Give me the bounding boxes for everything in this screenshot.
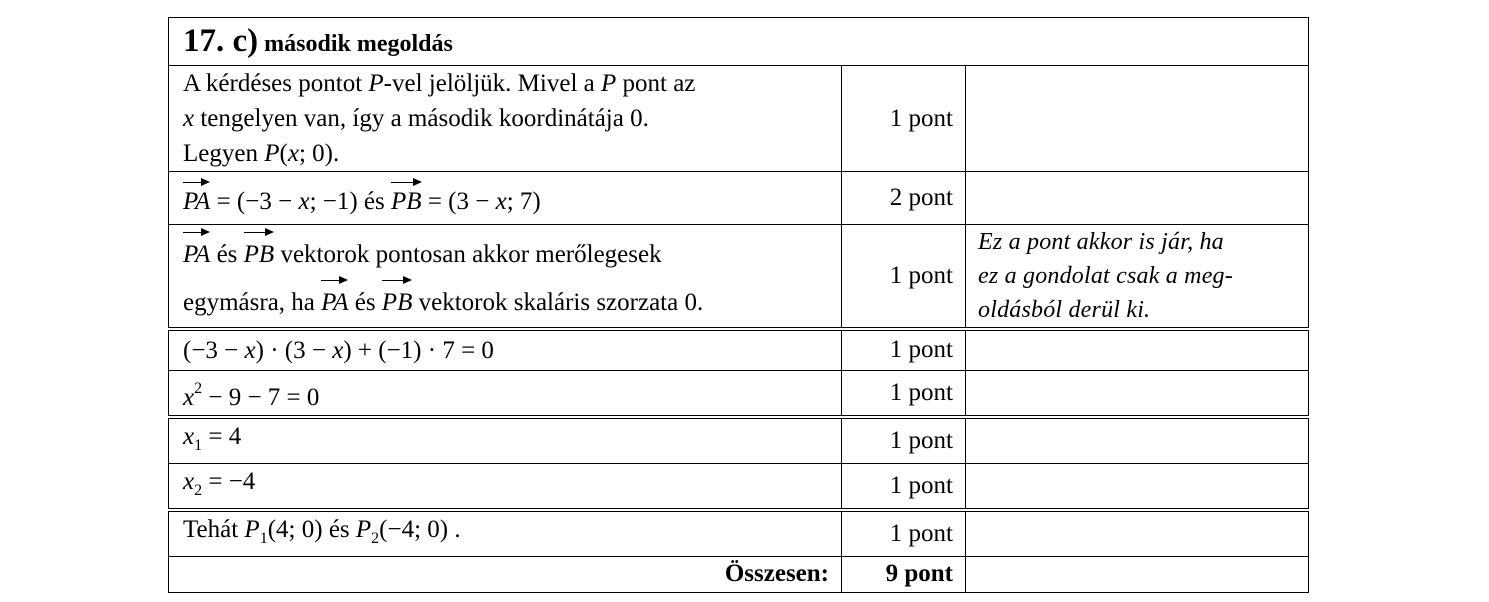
- points-cell: 1 pont: [842, 370, 966, 417]
- note-cell: [966, 556, 1309, 592]
- vector-arrow-icon: [244, 228, 275, 238]
- step-line: A kérdéses pontot P-vel jelöljük. Mivel a P pont az: [183, 70, 696, 97]
- total-points: 9 pont: [842, 556, 966, 592]
- solution-step-cell: (−3 − x) · (3 − x) + (−1) · 7 = 0: [169, 329, 842, 370]
- points-cell: 1 pont: [842, 417, 966, 464]
- table-row: [169, 66, 1309, 172]
- solution-step-cell: [169, 510, 842, 557]
- scoring-table: [168, 17, 1309, 593]
- point-p2-coords: (−4; 0) .: [379, 515, 461, 543]
- subscript: 1: [194, 436, 203, 454]
- solution-step-cell: [169, 370, 842, 417]
- points-cell: 1 pont: [842, 66, 966, 172]
- points-cell: 1 pont: [842, 329, 966, 370]
- subscript: 2: [194, 481, 203, 499]
- total-row: [169, 556, 1309, 592]
- points-cell: 1 pont: [842, 510, 966, 557]
- step-line: x tengelyen van, így a második koordinátája 0.: [183, 105, 649, 132]
- table-row: [169, 370, 1309, 417]
- note-line: Ez a pont akkor is jár, ha: [978, 229, 1224, 255]
- solution-step-cell: [169, 417, 842, 464]
- point-p2: P: [355, 515, 372, 543]
- table-row: [169, 172, 1309, 225]
- point-p1-coords: (4; 0): [267, 515, 323, 543]
- points-cell: 2 pont: [842, 172, 966, 225]
- note-cell: [966, 417, 1309, 464]
- vector-pa: PA: [183, 178, 210, 219]
- title-row: [169, 18, 1309, 66]
- subscript: 2: [371, 529, 380, 547]
- task-number: 17. c): [183, 23, 259, 59]
- scoring-sheet: [168, 17, 1308, 593]
- variable-x: x: [183, 467, 195, 495]
- step-line: PA és PB vektorok pontosan akkor merőlegesek: [183, 228, 841, 276]
- note-cell: [966, 225, 1309, 330]
- note-cell: [966, 66, 1309, 172]
- points-cell: 1 pont: [842, 463, 966, 510]
- subscript: 1: [259, 529, 268, 547]
- variable-x: x: [183, 383, 195, 411]
- table-row: [169, 463, 1309, 510]
- table-row: [169, 417, 1309, 464]
- point-p1: P: [244, 515, 260, 543]
- table-row: [169, 329, 1309, 370]
- task-title: második megoldás: [264, 31, 453, 57]
- points-cell: 1 pont: [842, 225, 966, 330]
- vector-arrow-icon: [391, 178, 422, 188]
- table-row: [169, 225, 1309, 330]
- note-cell: [966, 329, 1309, 370]
- variable-x: x: [183, 422, 195, 450]
- vector-pb: PB: [391, 178, 422, 219]
- vector-arrow-icon: [183, 228, 210, 238]
- total-label: Összesen:: [169, 556, 842, 592]
- solution-step-cell: [169, 66, 842, 172]
- note-cell: [966, 172, 1309, 225]
- vector-arrow-icon: [382, 276, 413, 286]
- note-cell: [966, 370, 1309, 417]
- title-cell: [169, 18, 1309, 66]
- note-line: oldásból derül ki.: [978, 297, 1151, 323]
- table-row: [169, 510, 1309, 557]
- equation-rest: = −4: [202, 467, 256, 495]
- equation-rest: − 9 − 7 = 0: [202, 383, 320, 411]
- equation-rest: = 4: [202, 422, 242, 450]
- solution-step-cell: [169, 463, 842, 510]
- conjunction: és: [322, 515, 356, 543]
- vector-pb: PB: [244, 228, 275, 276]
- note-cell: [966, 510, 1309, 557]
- conclusion-prefix: Tehát: [183, 515, 245, 543]
- vector-pb: PB: [382, 276, 413, 324]
- step-line: egymásra, ha PA és PB vektorok skaláris szorzata 0.: [183, 276, 841, 324]
- vector-arrow-icon: [321, 276, 348, 286]
- vector-pa: PA: [183, 228, 210, 276]
- note-line: ez a gondolat csak a meg-: [978, 263, 1233, 289]
- note-cell: [966, 463, 1309, 510]
- solution-step-cell: PA = (−3 − x; −1) és PB = (3 − x; 7): [169, 172, 842, 225]
- vector-arrow-icon: [183, 178, 210, 188]
- step-line: Legyen P(x; 0).: [183, 140, 340, 167]
- solution-step-cell: [169, 225, 842, 330]
- exponent: 2: [194, 379, 203, 397]
- vector-pa: PA: [321, 276, 348, 324]
